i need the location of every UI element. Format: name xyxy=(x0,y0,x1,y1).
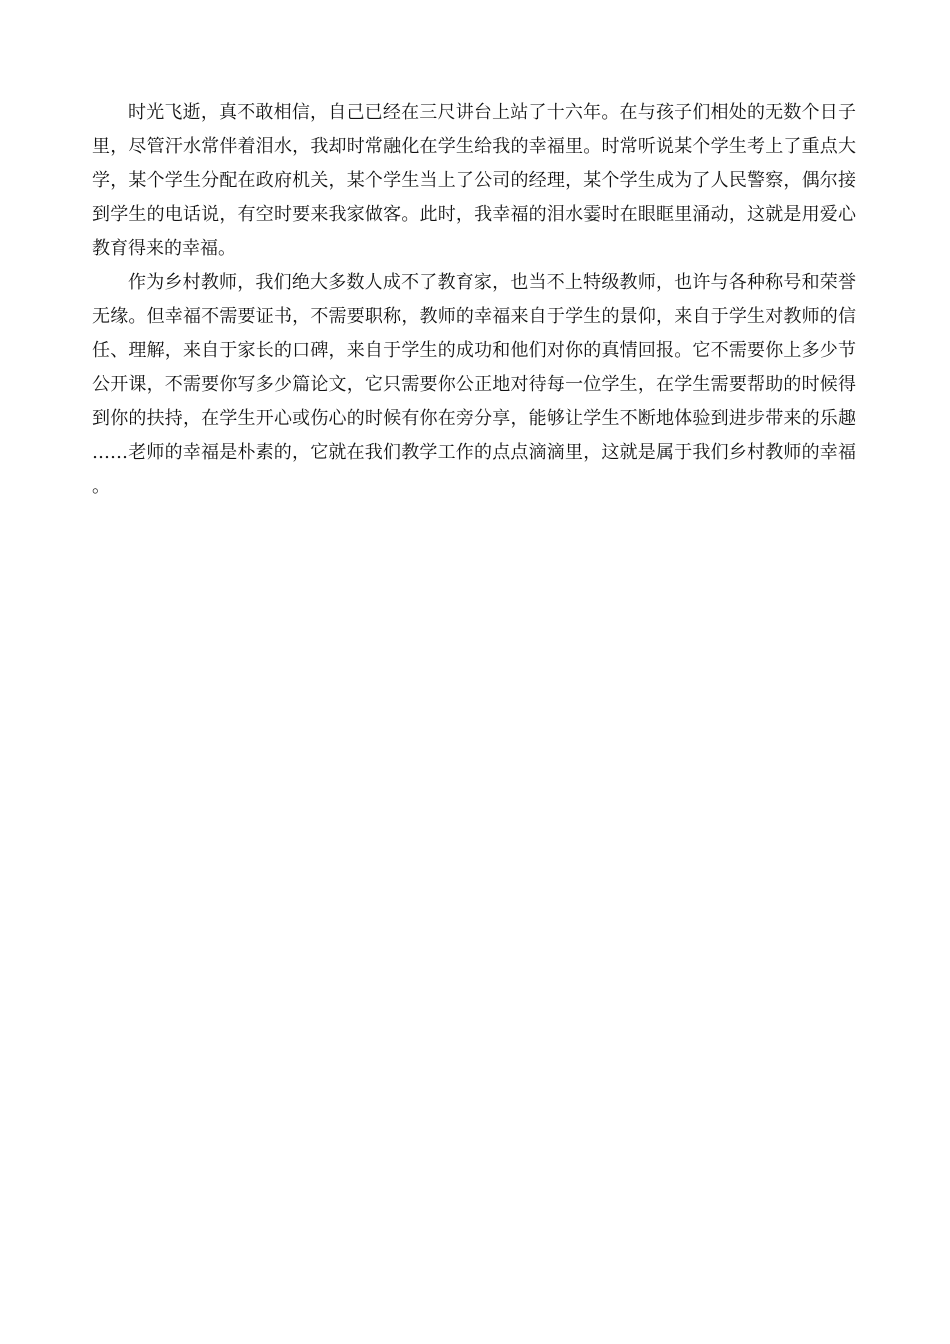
paragraph-2: 作为乡村教师，我们绝大多数人成不了教育家，也当不上特级教师，也许与各种称号和荣誉无缘。但幸福不需要证书，不需要职称，教师的幸福来自于学生的景仰，来自于学生对教师的信任、理解，来自于家长的口碑，来自于学生的成功和他们对你的真情回报。它不需要你上多少节公开课，不需要你写多少篇论文，它只需要你公正地对待每一位学生，在学生需要帮助的时候得到你的扶持，在学生开心或伤心的时候有你在旁分享，能够让学生不断地体验到进步带来的乐趣……老师的幸福是朴素的，它就在我们教学工作的点点滴滴里，这就是属于我们乡村教师的幸福。 xyxy=(92,272,856,497)
paragraph-1: 时光飞逝，真不敢相信，自己已经在三尺讲台上站了十六年。在与孩子们相处的无数个日子里，尽管汗水常伴着泪水，我却时常融化在学生给我的幸福里。时常听说某个学生考上了重点大学，某个学生分配在政府机关，某个学生当上了公司的经理，某个学生成为了人民警察，偶尔接到学生的电话说，有空时要来我家做客。此时，我幸福的泪水霎时在眼眶里涌动，这就是用爱心教育得来的幸福。 xyxy=(92,102,856,259)
document-body xyxy=(92,96,856,504)
